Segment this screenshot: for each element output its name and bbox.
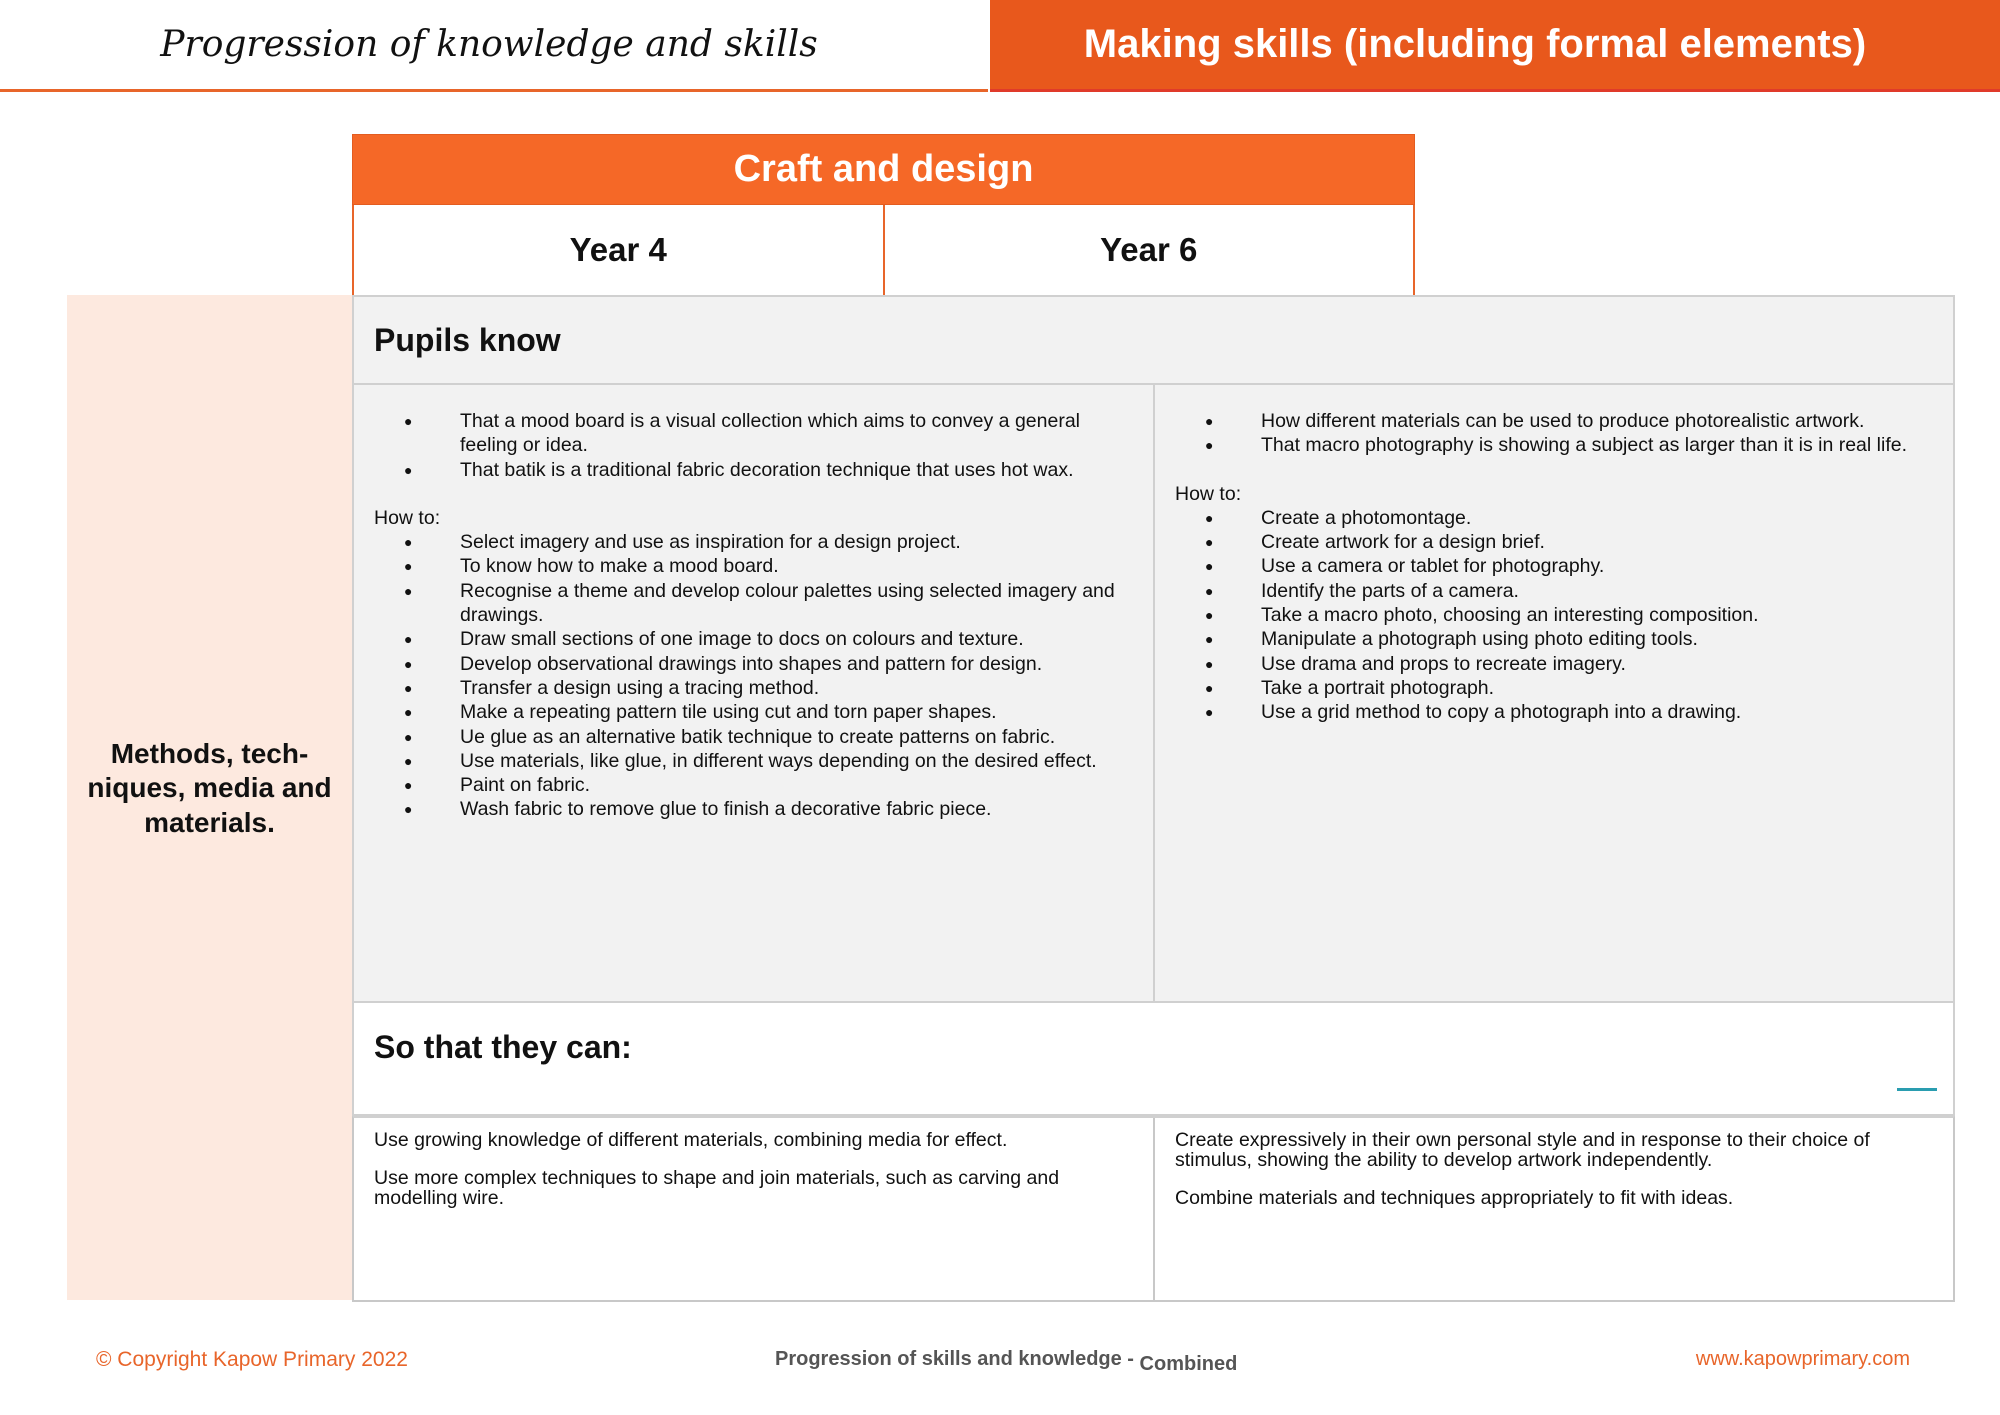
paragraph: Create expressively in their own personal style and in response to their choice of stimulus, showing the ability to develop artwork independently. (1175, 1129, 1870, 1171)
pupils-know-row (352, 295, 1955, 385)
list-item: ● Identify the parts of a camera. (1175, 579, 1933, 603)
year4-know-list (374, 409, 1133, 482)
footer-center-sub: Combined (1139, 1353, 1238, 1375)
list-item: ● Wash fabric to remove glue to finish a decorative fabric piece. (374, 797, 1133, 821)
paragraph: Use more complex techniques to shape and join materials, such as carving and modelling wire. (374, 1167, 1060, 1209)
year6-know-list (1175, 409, 1933, 458)
pupils-know-content (352, 385, 1955, 1003)
header-right (990, 0, 2000, 92)
list-item: ● Transfer a design using a tracing method. (374, 676, 1133, 700)
year4-howto-label: How to: (374, 506, 441, 529)
row-label-cell (67, 295, 352, 1300)
list-item: ● Take a portrait photograph. (1175, 676, 1933, 700)
list-item: ● How different materials can be used to produce photorealistic artwork. (1175, 409, 1933, 433)
footer-center (775, 1348, 1238, 1375)
footer-center-main: Progression of skills and knowledge - (775, 1348, 1140, 1370)
year4-howto-list (374, 530, 1133, 822)
year4-so-that-cell (354, 1118, 1155, 1300)
year4-header: Year 4 (354, 205, 885, 295)
year6-so-that-cell (1155, 1118, 1953, 1300)
so-that-row (352, 1003, 1955, 1116)
year6-howto-label: How to: (1175, 482, 1242, 505)
year6-know-cell (1155, 385, 1953, 1001)
paragraph: Use growing knowledge of different materials, combining media for effect. (374, 1129, 1008, 1151)
so-that-content (352, 1116, 1955, 1302)
year4-know-cell (354, 385, 1155, 1001)
so-that-label: So that they can: (374, 1029, 632, 1065)
list-item: ● Take a macro photo, choosing an interesting composition. (1175, 603, 1933, 627)
list-item: ● Use a camera or tablet for photography. (1175, 554, 1933, 578)
list-item: ● That batik is a traditional fabric decoration technique that uses hot wax. (374, 458, 1133, 482)
list-item: ● Paint on fabric. (374, 773, 1133, 797)
list-item: ● Develop observational drawings into shapes and pattern for design. (374, 652, 1133, 676)
row-label: Methods, tech-niques, media and materials. (87, 738, 332, 838)
list-item: ● That macro photography is showing a subject as larger than it is in real life. (1175, 433, 1933, 457)
header-left-title: Progression of knowledge and skills (160, 24, 818, 65)
list-item: ● Use drama and props to recreate imagery. (1175, 652, 1933, 676)
list-item: ● Use materials, like glue, in different ways depending on the desired effect. (374, 749, 1133, 773)
list-item: ● Make a repeating pattern tile using cut and torn paper shapes. (374, 700, 1133, 724)
list-item: ● Select imagery and use as inspiration for a design project. (374, 530, 1133, 554)
year6-header: Year 6 (1100, 231, 1198, 268)
footer-website-link[interactable]: www.kapowprimary.com (1695, 1348, 1910, 1370)
list-item: ● Ue glue as an alternative batik technique to create patterns on fabric. (374, 725, 1133, 749)
list-item: ● Recognise a theme and develop colour palettes using selected imagery and drawings. (374, 579, 1133, 628)
header-left (0, 0, 988, 92)
list-item: ● Manipulate a photograph using photo editing tools. (1175, 627, 1933, 651)
header-right-title: Making skills (including formal elements) (1083, 22, 1867, 66)
list-item: ● Create a photomontage. (1175, 506, 1933, 530)
list-item: ● Use a grid method to copy a photograph into a drawing. (1175, 700, 1933, 724)
pupils-know-label: Pupils know (374, 321, 561, 358)
year6-howto-list (1175, 506, 1933, 725)
list-item: ● Create artwork for a design brief. (1175, 530, 1933, 554)
footer-copyright: © Copyright Kapow Primary 2022 (96, 1348, 408, 1371)
section-title: Craft and design (733, 148, 1034, 190)
year-header-row (352, 205, 1415, 295)
section-title-bar (352, 134, 1415, 205)
list-item: ● To know how to make a mood board. (374, 554, 1133, 578)
paragraph: Combine materials and techniques appropriately to fit with ideas. (1175, 1187, 1734, 1209)
decorative-dash (1897, 1088, 1937, 1091)
list-item: ● That a mood board is a visual collection which aims to convey a general feeling or idea. (374, 409, 1133, 458)
list-item: ● Draw small sections of one image to docs on colours and texture. (374, 627, 1133, 651)
